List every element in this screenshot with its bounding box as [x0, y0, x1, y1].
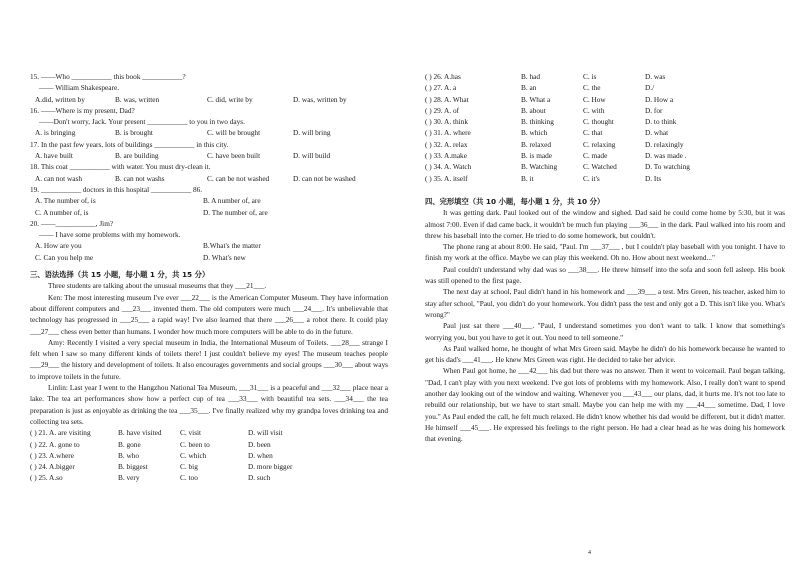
choice-row: ( ) 31. A. where B. which C. that D. what [425, 128, 669, 138]
cloze-passage [425, 207, 785, 444]
question-20: 20. ——___________, Jim? [30, 218, 114, 228]
grammar-choices-continued [425, 71, 785, 184]
choice-row: ( ) 32. A. relax B. relaxed C. relaxing D. relaxingly [425, 139, 684, 149]
left-column [30, 71, 388, 484]
question-19: 19. ___________ doctors in this hospital ___________ 86. [30, 184, 203, 194]
question-16: 16. ——Where is my present, Dad? [30, 105, 135, 115]
choice-row: ( ) 21. A. are visiting B. have visited C. visit D. will visit [30, 428, 283, 438]
section-4-title: 四、完形填空（共 10 小题，每小题 1 分，共 10 分） [425, 196, 605, 206]
passage-paragraph: Paul just sat there ___40___. "Paul, I understand sometimes you don't want to talk. I know that something's worrying you, but you have to get it out. You need to tell someone." [425, 321, 785, 342]
choice-row: ( ) 28. A. What B. What a C. How D. How a [425, 94, 674, 104]
passage-paragraph: Amy: Recently I visited a very special museum in India, the International Museum of Toilets. ___28___ strange I felt when I saw so many different kinds of toilets there! I just couldn't believe my eyes! The museum teaches people ___29___ the history and development of toilets. It also encourages governments and social groups ___30___ about ways to improve toilets in the future. [30, 337, 388, 381]
choice-row: ( ) 24. A.bigger B. biggest C. big D. more bigger [30, 462, 293, 472]
question-16-reply: ——Don't worry, Jack. Your present ___________ to you in two days. [39, 117, 245, 127]
passage-paragraph: When Paul got home, he ___42___ his dad but there was no answer. Then it went to voicemail. Paul began talking, "Dad, I can't play with you next weekend. I've got lots of problems with my homework. Also, I really don't want to spend another day looking out of the window and waiting. Whenever you ___43___ our plans, dad, it hurts me. It's not too late to rebuild our relationship, but we have to start small. Maybe you can help me with my ___44___ sometime. Dad, I love you." As Paul ended the call, he felt much relaxed. He didn't know whether his dad would be different, but it didn't matter. He himself ___45___. He expressed his feelings to the right person. He had a clear head as he was doing his homework that evening. [425, 366, 785, 444]
question-15-answer-line: —— William Shakespeare. [39, 83, 120, 93]
choice-row: ( ) 26. A.has B. had C. is D. was [425, 72, 666, 81]
page-number: 4 [588, 550, 591, 556]
right-column [425, 71, 785, 445]
grammar-passage [30, 280, 388, 427]
choice-row: ( ) 29. A. of B. about C. with D. for [425, 105, 663, 115]
question-19-options: A. The number of, is B. A number of, are C. A number of, is D. The number of, are [35, 196, 268, 217]
question-20-options: A. How are you B.What's the matter C. Can you help me D. What's new [35, 241, 261, 262]
question-18: 18. This coat ___________ with water. You must dry-clean it. [30, 162, 211, 172]
question-15-options: A.did, written by B. was, written C. did, write by D. was, written by [35, 94, 347, 104]
grammar-choices [30, 427, 388, 483]
choice-row: ( ) 25. A.so B. very C. too D. such [30, 473, 271, 483]
passage-paragraph: Ken: The most interesting museum I've ever ___22___ is the American Computer Museum. They have information about different computers and ___23___ invented them. The old computers were much ___24___. It's unbelievable that technology has progressed in ___25___ a rapid way! I've also learned that there ___26___ a robot there. It could play ___27___ chess even better than humans. I wonder how much more computers will be able to do in the future. [30, 292, 388, 336]
passage-paragraph: The phone rang at about 8:00. He said, "Paul. I'm ___37___ , but I couldn't play baseball with you tonight. I have to finish my work at the office. Maybe we can play this weekend. Oh no. How about next weekend..." [425, 242, 785, 263]
passage-paragraph: As Paul walked home, he thought of what Mrs Green said. Maybe he didn't do his homework because he wanted to get his dad's ___41___. He knew Mrs Green was right. He decided to take her advice. [425, 343, 785, 365]
passage-paragraph: Linlin: Last year I went to the Hangzhou National Tea Museum, ___31___ is a peaceful and ___32___ place near a lake. The tea art performances show how a perfect cup of tea ___33___ with beautiful tea sets. ___34___ the tea preparation is just as enjoyable as drinking the tea ___35___. I've finally realized why my grandpa loves drinking tea and collecting tea sets. [30, 383, 388, 426]
passage-paragraph: It was getting dark. Paul looked out of the window and sighed. Dad said he could come home by 5:30, but it was almost 7:00. Even if dad came back, it wouldn't be much fun playing ___36___ in the dark. Paul walked into his room and threw his baseball into the corner. He tried to do some homework, but couldn't. [425, 208, 785, 240]
passage-paragraph: Paul couldn't understand why dad was so ___38___. He threw himself into the sofa and soon fell asleep. His book was still opened to the first page. [425, 264, 785, 286]
choice-row: ( ) 23. A.where B. who C. which D. when [30, 450, 273, 460]
question-17-options: A. have built B. are building C. have been built D. will build [35, 151, 331, 161]
choice-row: ( ) 33. A.make B. is made C. made D. was made . [425, 151, 687, 161]
choice-row: ( ) 22. A. gone to B. gone C. been to D. been [30, 439, 271, 449]
passage-paragraph: Three students are talking about the unusual museums that they ___21___. [48, 281, 267, 291]
choice-row: ( ) 30. A. think B. thinking C. thought D. to think [425, 117, 677, 127]
choice-row: ( ) 27. A. a B. an C. the D./ [425, 83, 655, 93]
question-16-options: A. is bringing B. is brought C. will be brought D. will bring [35, 128, 331, 138]
passage-paragraph: The next day at school, Paul didn't hand in his homework and ___39___ a test. Mrs Green, his teacher, asked him to stay after school, "Paul, you didn't do your homework. You didn't pass the test and only got a D. This isn't like you. What's wrong?" [425, 287, 785, 319]
question-20-reply: —— I have some problems with my homework. [39, 230, 181, 240]
question-18-options: A. can not wash B. can not washs C. can be not washed D. can not be washed [35, 173, 356, 183]
choice-row: ( ) 34. A. Watch B. Watching C. Watched D. To watching [425, 162, 690, 172]
choice-row: ( ) 35. A. itself B. it C. it's D. Its [425, 173, 662, 183]
section-3-title: 三、语法选择（共 15 小题，每小题 1 分，共 15 分） [30, 270, 210, 280]
question-15: 15. ——Who ___________ this book ___________? [30, 72, 186, 81]
question-17: 17. In the past few years, lots of buildings ___________ in this city. [30, 139, 229, 149]
